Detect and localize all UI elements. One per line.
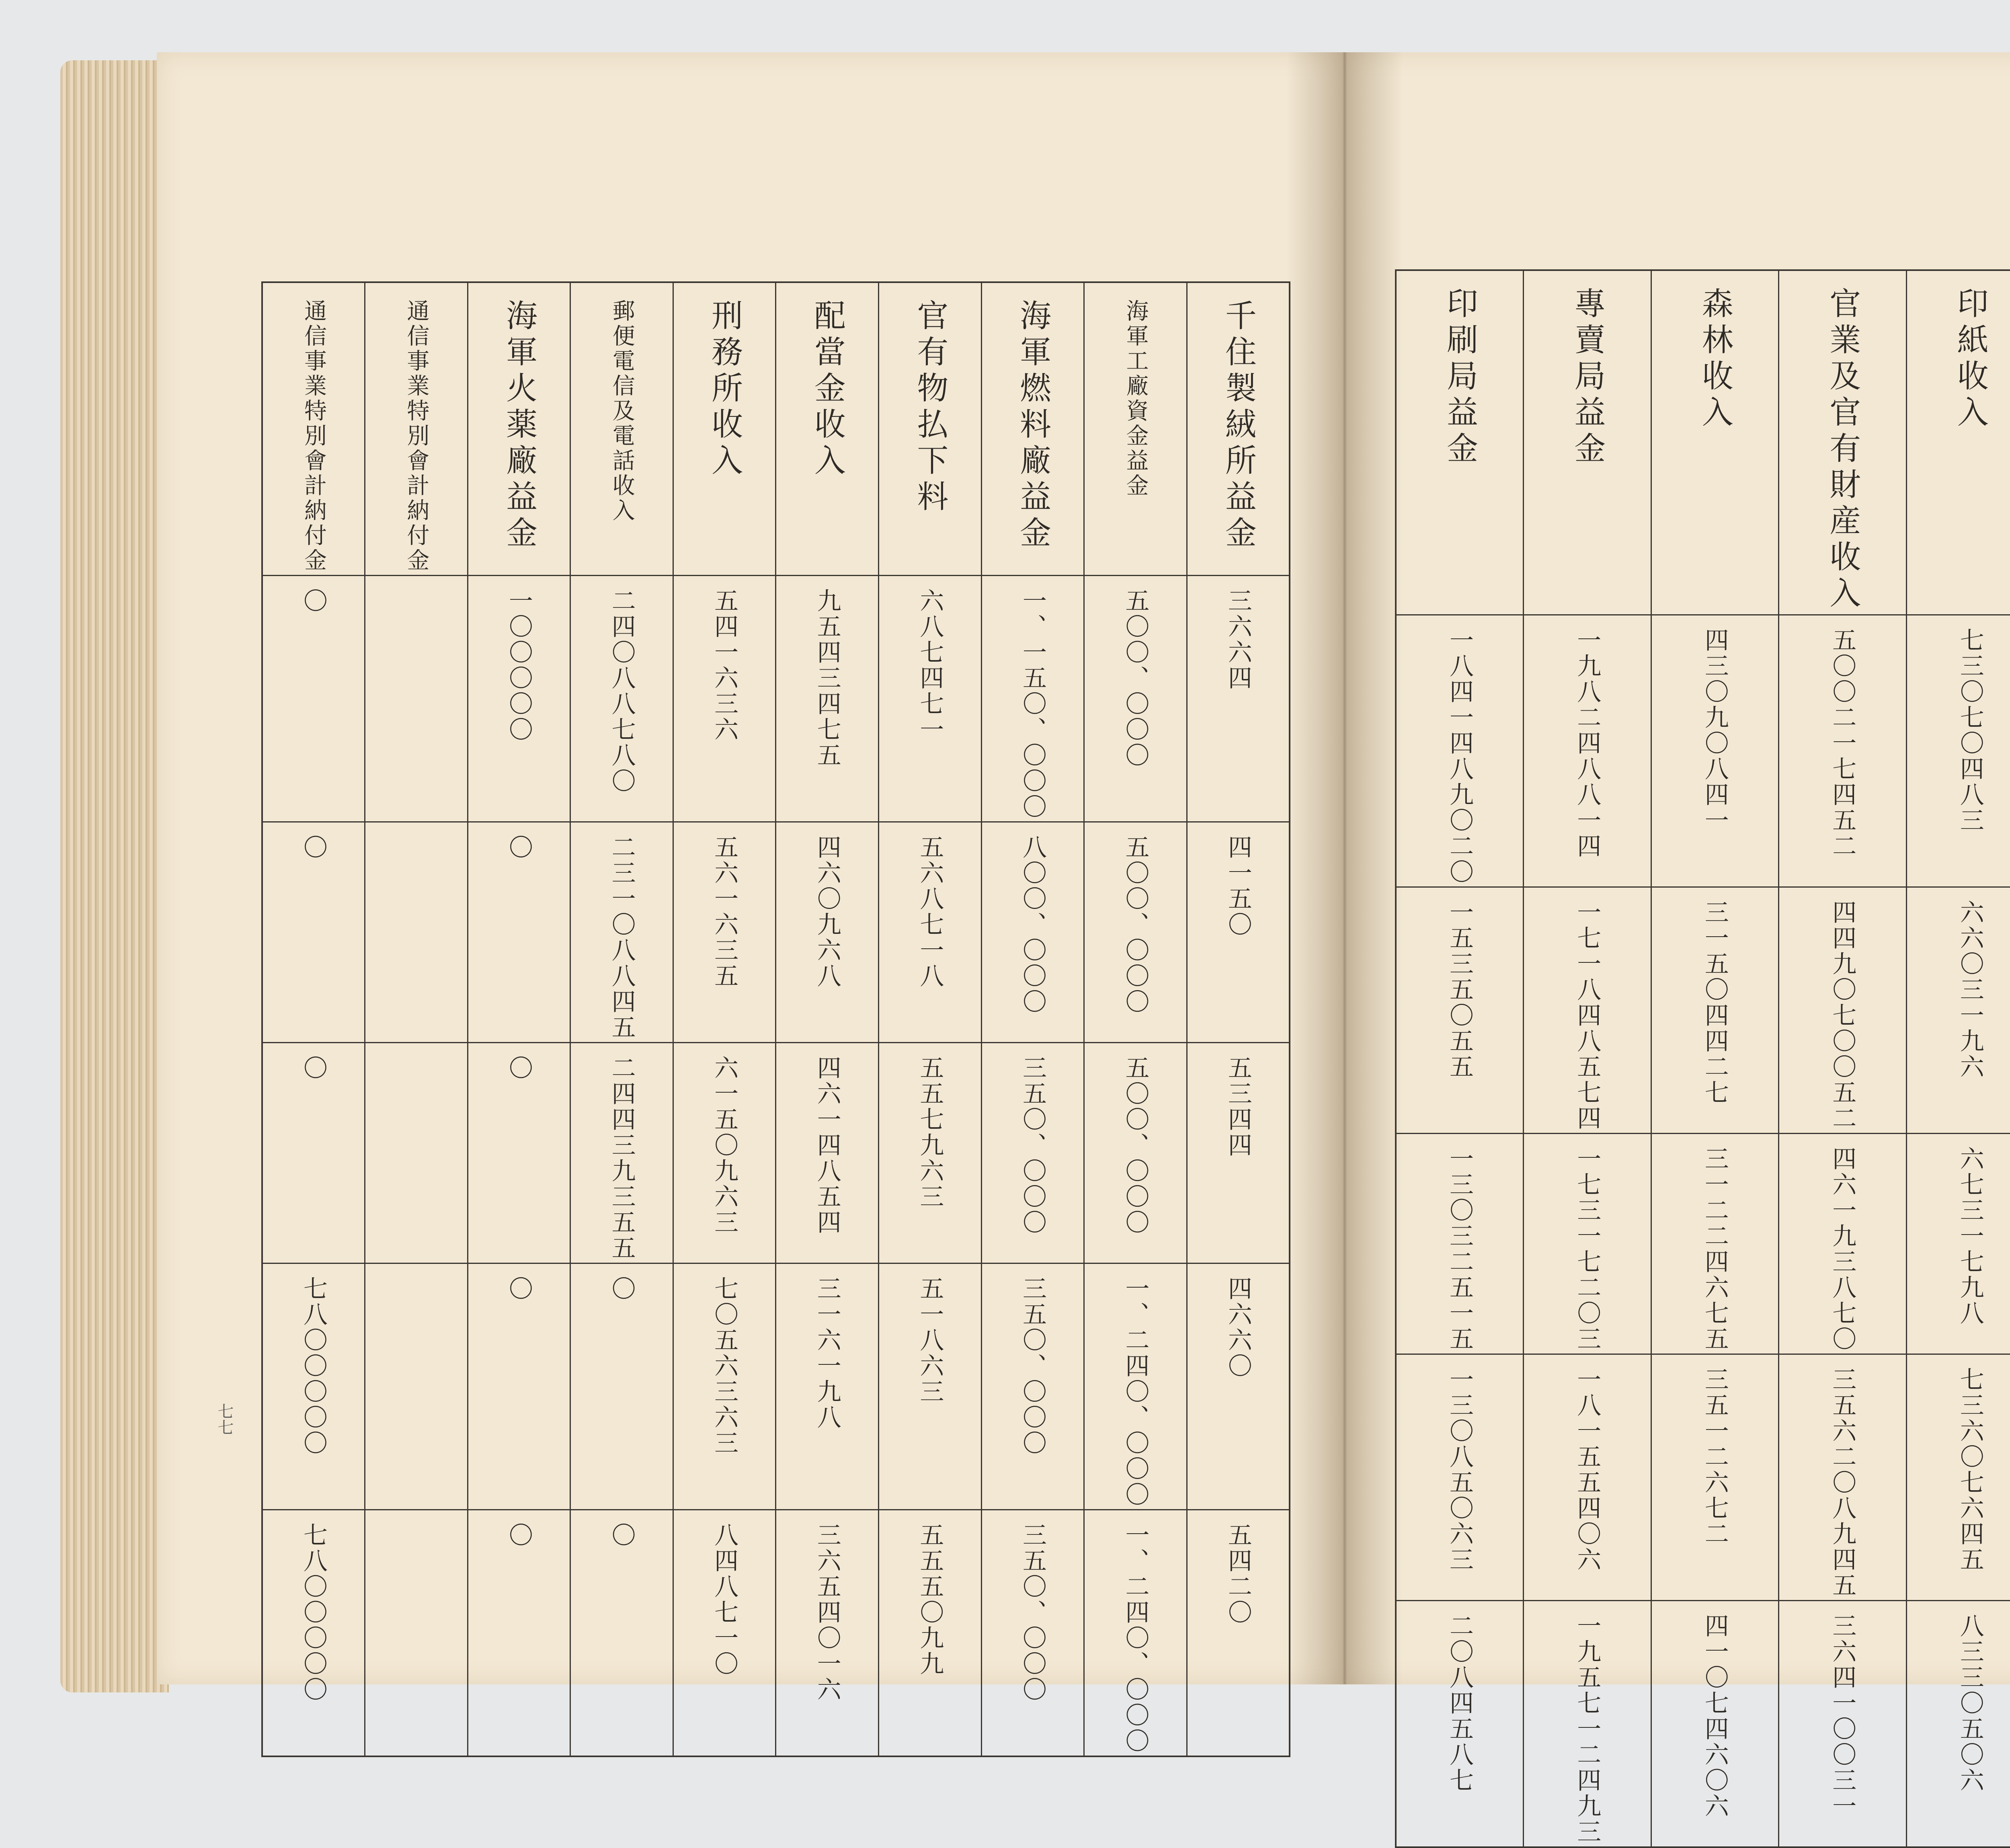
left-value-cell: [570, 1043, 673, 1263]
left-value-cell: [468, 1043, 570, 1263]
left-value-cell: [776, 1510, 879, 1757]
left-value-cell: [1187, 1510, 1290, 1757]
right-ledger-table: [1395, 269, 2010, 1848]
left-value: 〇: [505, 835, 533, 860]
left-ledger-table: [261, 281, 1290, 1757]
left-value: 八〇〇、〇〇〇: [1018, 835, 1047, 1015]
left-value-cell: [570, 1263, 673, 1510]
right-item-name: 印紙收入: [1952, 287, 1988, 432]
left-year-row: [262, 1043, 1290, 1263]
left-item-header: [981, 282, 1084, 576]
right-item-name: 官業及官有財産收入: [1824, 287, 1861, 613]
right-value-cell: [1524, 1354, 1651, 1601]
right-item-header: [1651, 270, 1779, 615]
left-value-cell: [1187, 1043, 1290, 1263]
left-value: 〇: [299, 1055, 328, 1081]
left-value: 四一五〇: [1224, 835, 1252, 937]
right-value: 四三〇九〇八四一: [1700, 628, 1729, 833]
left-value: 九五四三四七五: [813, 588, 841, 768]
left-value-cell: [981, 576, 1084, 822]
page-edges-left: [60, 60, 169, 1692]
left-value: 一、一五〇、〇〇〇: [1018, 588, 1047, 820]
left-value: 六八七四七一: [916, 588, 944, 742]
left-value: 三五〇、〇〇〇: [1018, 1276, 1047, 1456]
left-value-cell: [981, 1510, 1084, 1757]
left-value: 四六〇九六八: [813, 835, 841, 989]
left-item-name: 官有物払下料: [912, 299, 948, 516]
right-value-cell: [1906, 887, 2010, 1134]
right-value: 一九八二四八八一四: [1573, 628, 1602, 859]
right-value-cell: [1906, 1601, 2010, 1848]
left-value-cell: [1084, 1263, 1187, 1510]
left-value-cell: [365, 576, 468, 822]
left-value: 〇: [299, 588, 328, 614]
left-value: 〇: [505, 1276, 533, 1302]
left-value-cell: [365, 1510, 468, 1757]
right-value: 三六四一〇〇三一: [1828, 1613, 1857, 1819]
left-year-row: [262, 822, 1290, 1043]
right-value-cell: [1779, 887, 1907, 1134]
left-value: 一、二四〇、〇〇〇: [1121, 1522, 1150, 1754]
left-item-name: 海軍火薬廠益金: [500, 299, 537, 552]
left-value-cell: [1187, 822, 1290, 1043]
left-value: 七八〇〇〇〇〇: [299, 1522, 328, 1702]
left-value: 六一五〇九六三: [710, 1055, 739, 1235]
right-value: 三五六二〇八九四五: [1828, 1367, 1857, 1598]
left-value: 〇: [607, 1522, 636, 1548]
left-value: 二四四三九三五五: [607, 1055, 636, 1261]
left-folio: 七七: [215, 1403, 234, 1435]
left-value: 二四〇八八七八〇: [607, 588, 636, 794]
right-value-cell: [1524, 615, 1651, 887]
left-value-cell: [468, 576, 570, 822]
right-value-cell: [1524, 887, 1651, 1134]
right-value: 二〇八四五八七: [1446, 1613, 1474, 1793]
left-value: 五三四四: [1224, 1055, 1252, 1158]
left-value: 五五五〇九九: [916, 1522, 944, 1677]
right-item-header: [1396, 270, 1524, 615]
left-value-cell: [673, 822, 776, 1043]
left-value-cell: [879, 822, 982, 1043]
left-value-cell: [365, 1263, 468, 1510]
book-gutter: [1286, 52, 1403, 1684]
right-value-cell: [1396, 615, 1524, 887]
left-value: 五四二〇: [1224, 1522, 1252, 1625]
right-value: 一九五七一二四九三: [1573, 1613, 1602, 1845]
left-item-name: 配當金收入: [809, 299, 845, 480]
right-item-header: [1779, 270, 1907, 615]
left-page: [157, 52, 1343, 1754]
left-value-cell: [776, 1043, 879, 1263]
right-value: 七三〇七〇四八三: [1956, 628, 1984, 833]
right-value: 一七一八四八五七四: [1573, 900, 1602, 1131]
left-item-header: [570, 282, 673, 576]
left-value-cell: [673, 1043, 776, 1263]
right-value-cell: [1651, 615, 1779, 887]
left-value: 五六一六三五: [710, 835, 739, 989]
right-value-cell: [1651, 1134, 1779, 1354]
left-value-cell: [981, 822, 1084, 1043]
left-value: 〇: [299, 835, 328, 860]
left-value: 五五七九六三: [916, 1055, 944, 1210]
right-value-cell: [1524, 1134, 1651, 1354]
right-value: 五〇〇二一七四五二: [1828, 628, 1857, 859]
left-item-name: 刑務所收入: [706, 299, 743, 480]
left-value: 一、二四〇、〇〇〇: [1121, 1276, 1150, 1508]
right-value: 六七三一七九八: [1956, 1146, 1984, 1326]
left-value-cell: [673, 576, 776, 822]
right-year-row: [1396, 1134, 2010, 1354]
left-item-header: [468, 282, 570, 576]
left-value-cell: [570, 822, 673, 1043]
left-value: 五一八六三: [916, 1276, 944, 1405]
right-item-name: 印刷局益金: [1442, 287, 1478, 468]
right-value-cell: [1906, 1354, 2010, 1601]
left-item-name: 千住製絨所益金: [1220, 299, 1256, 552]
left-value: 四六六〇: [1224, 1276, 1252, 1379]
left-value-cell: [262, 1510, 365, 1757]
left-value: 五四一六三六: [710, 588, 739, 742]
left-value-cell: [262, 576, 365, 822]
left-value-cell: [262, 1263, 365, 1510]
left-value: 三六六四: [1224, 588, 1252, 691]
right-value: 八三三〇五〇六: [1956, 1613, 1984, 1793]
left-value-cell: [879, 1510, 982, 1757]
left-item-name: 海軍工廠資金益金: [1122, 299, 1149, 498]
right-value: 四四九〇七〇〇五二: [1828, 900, 1857, 1131]
right-value: 七三六〇七六四五: [1956, 1367, 1984, 1573]
right-value: 一三〇八五〇六三: [1446, 1367, 1474, 1573]
left-value: 五六八七一八: [916, 835, 944, 989]
left-item-header: [1084, 282, 1187, 576]
left-value-cell: [776, 822, 879, 1043]
right-value-cell: [1779, 1601, 1907, 1848]
right-value: 三一二二四六七五: [1700, 1146, 1729, 1352]
left-value-cell: [673, 1510, 776, 1757]
left-value-cell: [1187, 1263, 1290, 1510]
left-year-row: [262, 1263, 1290, 1510]
left-year-row: [262, 576, 1290, 822]
left-value: 五〇〇、〇〇〇: [1121, 588, 1150, 768]
left-value-cell: [570, 1510, 673, 1757]
right-year-row: [1396, 615, 2010, 887]
left-value-cell: [1187, 576, 1290, 822]
right-value-cell: [1906, 615, 2010, 887]
right-item-header: [1906, 270, 2010, 615]
right-value-cell: [1651, 1354, 1779, 1601]
right-value: 六六〇三一九六: [1956, 900, 1984, 1080]
left-value-cell: [468, 1510, 570, 1757]
left-item-header: [776, 282, 879, 576]
left-value-cell: [468, 1263, 570, 1510]
open-book: [60, 36, 2010, 1845]
left-item-header: [879, 282, 982, 576]
left-value-cell: [1084, 822, 1187, 1043]
right-value: 一八一五五四〇六: [1573, 1367, 1602, 1573]
right-value: 四六一九三八七〇: [1828, 1146, 1857, 1352]
right-value: 一七三一七二〇三: [1573, 1146, 1602, 1352]
right-value: 四一〇七四六〇六: [1700, 1613, 1729, 1819]
left-item-name: 海軍燃料廠益金: [1014, 299, 1051, 552]
left-item-header: [262, 282, 365, 576]
left-value: 七八〇〇〇〇〇: [299, 1276, 328, 1456]
left-value-cell: [262, 822, 365, 1043]
right-value: 三一五〇四四二七: [1700, 900, 1729, 1106]
right-year-row: [1396, 887, 2010, 1134]
left-value: 一〇〇〇〇〇: [505, 588, 533, 742]
left-value-cell: [1084, 576, 1187, 822]
right-value-cell: [1779, 615, 1907, 887]
right-value: 一三〇三二五一五: [1446, 1146, 1474, 1352]
right-value-cell: [1779, 1354, 1907, 1601]
left-value: 八四八七一〇: [710, 1522, 739, 1677]
right-value-cell: [1524, 1601, 1651, 1848]
left-item-name: 通信事業特別會計納付金: [301, 299, 327, 573]
left-item-name: 通信事業特別會計納付金: [403, 299, 430, 573]
left-value-cell: [365, 1043, 468, 1263]
right-value-cell: [1396, 1354, 1524, 1601]
left-value-cell: [365, 822, 468, 1043]
left-value-cell: [879, 576, 982, 822]
left-value-cell: [981, 1263, 1084, 1510]
right-page: [1343, 52, 2010, 1845]
right-year-row: [1396, 1354, 2010, 1601]
right-value: 三五一二六七二: [1700, 1367, 1729, 1547]
left-value: 三六五四〇一六: [813, 1522, 841, 1702]
left-value: 三五〇、〇〇〇: [1018, 1055, 1047, 1235]
right-value-cell: [1396, 1601, 1524, 1848]
left-value: 三五〇、〇〇〇: [1018, 1522, 1047, 1702]
left-item-header: [673, 282, 776, 576]
right-value-cell: [1906, 1134, 2010, 1354]
right-value: 一五三五〇五五: [1446, 900, 1474, 1080]
left-year-row: [262, 1510, 1290, 1757]
right-value-cell: [1651, 1601, 1779, 1848]
left-value-cell: [879, 1043, 982, 1263]
right-item-name: 專賣局益金: [1569, 287, 1606, 468]
left-value: 五〇〇、〇〇〇: [1121, 835, 1150, 1015]
left-value: 四六一四八五四: [813, 1055, 841, 1235]
left-value-cell: [776, 576, 879, 822]
right-value-cell: [1396, 1134, 1524, 1354]
left-value: 〇: [505, 1522, 533, 1548]
left-value: 五〇〇、〇〇〇: [1121, 1055, 1150, 1235]
right-value: 一八四一四八九〇二〇: [1446, 628, 1474, 885]
left-value-cell: [1084, 1043, 1187, 1263]
left-value-cell: [673, 1263, 776, 1510]
left-value-cell: [879, 1263, 982, 1510]
left-item-header: [1187, 282, 1290, 576]
left-value-cell: [776, 1263, 879, 1510]
left-value-cell: [468, 822, 570, 1043]
right-value-cell: [1651, 887, 1779, 1134]
right-year-row: [1396, 1601, 2010, 1848]
right-value-cell: [1396, 887, 1524, 1134]
left-value-cell: [1084, 1510, 1187, 1757]
left-value: 三一六一九八: [813, 1276, 841, 1430]
left-value-cell: [570, 576, 673, 822]
right-value-cell: [1779, 1134, 1907, 1354]
right-item-name: 森林收入: [1696, 287, 1733, 432]
left-value: 七〇五六三六三: [710, 1276, 739, 1456]
left-value: 〇: [607, 1276, 636, 1302]
left-value: 二三一〇八八四五: [607, 835, 636, 1040]
left-item-header: [365, 282, 468, 576]
left-value-cell: [981, 1043, 1084, 1263]
left-item-name: 郵便電信及電話收入: [609, 299, 635, 523]
right-item-header: [1524, 270, 1651, 615]
left-value: 〇: [505, 1055, 533, 1081]
left-value-cell: [262, 1043, 365, 1263]
